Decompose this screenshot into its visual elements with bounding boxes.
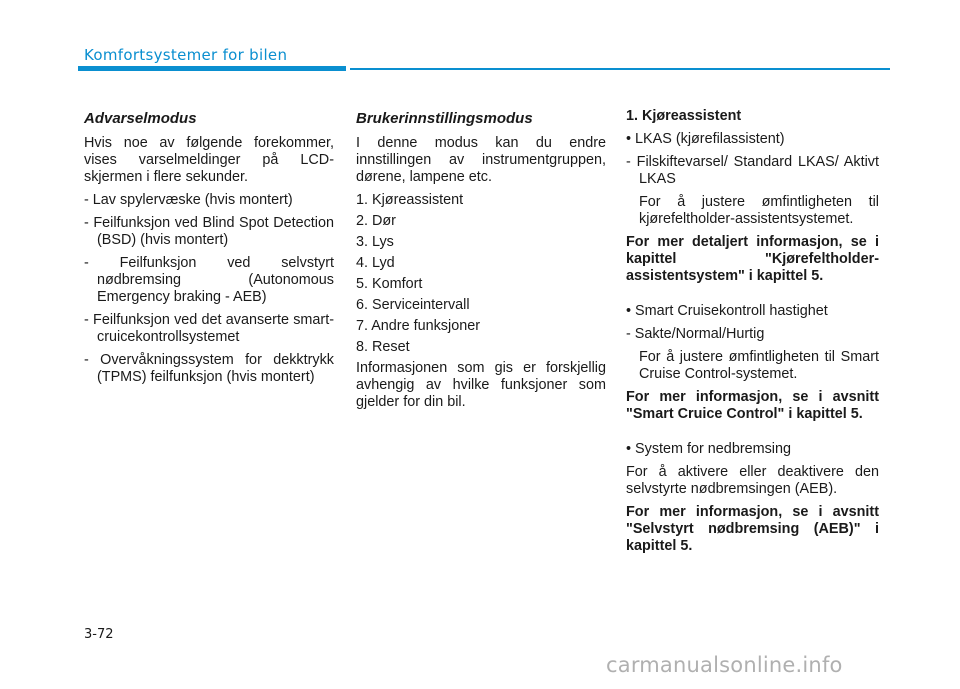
settings-list-item: 5. Komfort (356, 276, 423, 292)
header-rule-thin (350, 68, 890, 70)
watermark-text: carmanualsonline.info (606, 653, 843, 677)
driving-assist-heading: 1. Kjøreassistent (626, 108, 742, 124)
scc-reference: For mer informasjon, se i avsnitt "Smart Cruice Control" i kapittel 5. (626, 389, 879, 422)
warning-list-item: - Lav spylervæske (hvis montert) (84, 192, 293, 208)
settings-list-item: 1. Kjøreassistent (356, 192, 464, 208)
warning-mode-intro: Hvis noe av følgende forekommer, vises varselmeldinger på LCD-skjermen i flere sekunder. (84, 135, 334, 185)
lkas-description: For å justere ømfintligheten til kjørefeltholder-assistentsystemet. (639, 194, 879, 227)
settings-list-item: 3. Lys (356, 234, 394, 250)
warning-list-item: - Feilfunksjon ved selvstyrt nødbremsing (Autonomous Emergency braking - AEB) (84, 255, 334, 305)
lkas-bullet: • LKAS (kjørefilassistent) (626, 131, 785, 147)
settings-list-item: 4. Lyd (356, 255, 395, 271)
settings-list-item: 8. Reset (356, 339, 410, 355)
user-settings-outro: Informasjonen som gis er forskjellig avhengig av hvilke funksjoner som gjelder for din bil. (356, 360, 606, 410)
scc-bullet: • Smart Cruisekontroll hastighet (626, 303, 828, 319)
column-warning-mode (84, 108, 334, 392)
lkas-options: - Filskiftevarsel/ Standard LKAS/ Aktivt LKAS (626, 154, 879, 187)
section-header-title: Komfortsystemer for bilen (84, 46, 288, 64)
header-rule-thick (78, 66, 346, 71)
aeb-reference: For mer informasjon, se i avsnitt "Selvstyrt nødbremsing (AEB)" i kapittel 5. (626, 504, 879, 554)
scc-description: For å justere ømfintligheten til Smart Cruise Control-systemet. (639, 349, 879, 382)
user-settings-intro: I denne modus kan du endre innstillingen av instrumentgruppen, dørene, lampene etc. (356, 135, 606, 185)
column-driving-assist (626, 108, 879, 561)
scc-options: - Sakte/Normal/Hurtig (626, 326, 765, 342)
settings-list-item: 2. Dør (356, 213, 396, 229)
aeb-bullet: • System for nedbremsing (626, 441, 792, 457)
page-number: 3-72 (84, 627, 114, 642)
warning-list-item: - Feilfunksjon ved Blind Spot Detection (BSD) (hvis montert) (84, 215, 334, 248)
user-settings-heading: Brukerinnstillingsmodus (356, 110, 533, 127)
settings-list-item: 6. Serviceintervall (356, 297, 470, 313)
settings-list-item: 7. Andre funksjoner (356, 318, 480, 334)
warning-mode-heading: Advarselmodus (84, 110, 197, 127)
column-user-settings (356, 108, 606, 417)
aeb-description: For å aktivere eller deaktivere den selvstyrte nødbremsingen (AEB). (626, 464, 879, 497)
warning-list-item: - Overvåkningssystem for dekktrykk (TPMS) feilfunksjon (hvis montert) (84, 352, 334, 385)
lkas-reference: For mer detaljert informasjon, se i kapittel "Kjørefeltholder-assistentsystem" i kapittel 5. (626, 234, 879, 284)
warning-list-item: - Feilfunksjon ved det avanserte smart-cruicekontrollsystemet (84, 312, 334, 345)
